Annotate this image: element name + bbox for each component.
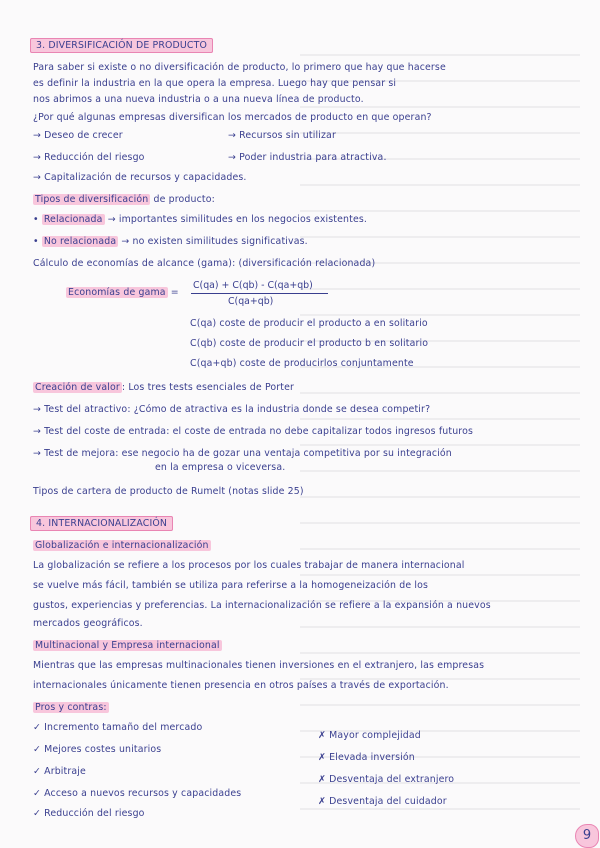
reason-item: → Reducción del riesgo (33, 152, 145, 163)
question-line: ¿Por qué algunas empresas diversifican los mercados de producto en que operan? (33, 112, 432, 123)
globalization-heading: Globalización e internacionalización (35, 540, 209, 551)
section-4-title: 4. INTERNACIONALIZACIÓN (30, 516, 173, 531)
formula-numerator: C(qa) + C(qb) - C(qa+qb) (193, 280, 313, 291)
reason-item: → Capitalización de recursos y capacidades. (33, 172, 247, 183)
test-item: → Test del coste de entrada: el coste de entrada no debe capitalizar todos ingresos futuros (33, 426, 474, 437)
formula-fraction-bar (191, 293, 328, 294)
page-number: 9 (575, 824, 599, 848)
paragraph-line: es definir la industria en la que opera la empresa. Luego hay que pensar si (33, 78, 397, 89)
pro-item: ✓ Acceso a nuevos recursos y capacidades (33, 788, 242, 799)
paragraph-line: Para saber si existe o no diversificación de producto, lo primero que hay que hacerse (33, 62, 446, 73)
reason-item: → Poder industria para atractiva. (228, 152, 387, 163)
test-item: → Test de mejora: ese negocio ha de gozar una ventaja competitiva por su integración (33, 448, 452, 459)
definition-line: C(qb) coste de producir el producto b en solitario (190, 338, 429, 349)
paragraph-line: Mientras que las empresas multinacionales tienen inversiones en el extranjero, las empresas (33, 660, 485, 671)
pros-cons-heading: Pros y contras: (35, 702, 107, 713)
type-related: • Relacionada → importantes similitudes en los negocios existentes. (33, 214, 368, 225)
value-heading: Creación de valor : Los tres tests esenciales de Porter (35, 382, 295, 393)
types-highlight: Tipos de diversificación (35, 194, 149, 205)
formula-denominator: C(qa+qb) (228, 296, 274, 307)
pro-item: ✓ Arbitraje (33, 766, 86, 777)
definition-line: C(qa) coste de producir el producto a en solitario (190, 318, 428, 329)
pro-item: ✓ Incremento tamaño del mercado (33, 722, 203, 733)
paragraph-line: La globalización se refiere a los procesos por los cuales trabajar de manera internacional (33, 560, 465, 571)
types-heading: Tipos de diversificación de producto: (35, 194, 215, 205)
reason-item: → Recursos sin utilizar (228, 130, 336, 141)
paragraph-line: internacionales únicamente tienen presencia en otros países a través de exportación. (33, 680, 449, 691)
con-item: ✗ Desventaja del cuidador (318, 796, 447, 807)
section-3-title: 3. DIVERSIFICACIÓN DE PRODUCTO (30, 38, 213, 53)
con-item: ✗ Mayor complejidad (318, 730, 421, 741)
multinational-heading: Multinacional y Empresa internacional (35, 640, 220, 651)
reason-item: → Deseo de crecer (33, 130, 123, 141)
definition-line: C(qa+qb) coste de producirlos conjuntamente (190, 358, 414, 369)
type-unrelated: • No relacionada → no existen similitudes significativas. (33, 236, 308, 247)
paragraph-line: se vuelve más fácil, también se utiliza para referirse a la homogeneización de los (33, 580, 429, 591)
con-item: ✗ Elevada inversión (318, 752, 415, 763)
notes-page: 3. DIVERSIFICACIÓN DE PRODUCTO Para saber si existe o no diversificación de producto, lo primero que hay que hacerse es definir la industria en la que opera la empresa. Luego hay que pensar si nos abrimos a una nueva industria o a una nueva línea de producto. ¿Por qué algunas empresas diversifican los mercados de producto en que operan? → Deseo de crecer → Recursos sin utilizar → Reducción del riesgo → Poder industria para atractiva. → Capitalización de recursos y capacidades. Tipos de diversificación de producto: • Relacionada → importantes similitudes en los negocios existentes. • No relacionada → no existen similitudes significativas. Cálculo de economías de alcance (gama): (diversificación relacionada) Economías de gama = C(qa) + C(qb) - C(qa+qb) C(qa+qb) C(qa) coste de producir el producto a en solitario C(qb) coste de producir el producto b en solitario C(qa+qb) coste de producirlos conjuntamente Creación de valor : Los tres tests esenciales de Porter → Test del atractivo: ¿Cómo de atractiva es la industria donde se desea competir? → Test del coste de entrada: el coste de entrada no debe capitalizar todos ingresos futuros → Test de mejora: ese negocio ha de gozar una ventaja competitiva por su integración en la empresa o viceversa. Tipos de cartera de producto de Rumelt (notas slide 25) 4. INTERNACIONALIZACIÓN Globalización e internacionalización La globalización se refiere a los procesos por los cuales trabajar de manera internacional se vuelve más fácil, también se utiliza para referirse a la homogeneización de los gustos, experiencias y preferencias. La internacionalización se refiere a la expansión a nuevos mercados geográficos. Multinacional y Empresa internacional Mientras que las empresas multinacionales tienen inversiones en el extranjero, las empresas internacionales únicamente tienen presencia en otros países a través de exportación. Pros y contras: ✓ Incremento tamaño del mercado ✓ Mejores costes unitarios ✓ Arbitraje ✓ Acceso a nuevos recursos y capacidades ✓ Reducción del riesgo ✗ Mayor complejidad ✗ Elevada inversión ✗ Desventaja del extranjero ✗ Desventaja del cuidador 9 (0, 0, 600, 848)
value-highlight: Creación de valor (35, 382, 120, 393)
economies-label: Economías de gama (68, 287, 166, 298)
pro-item: ✓ Mejores costes unitarios (33, 744, 162, 755)
paragraph-line: nos abrimos a una nueva industria o a una nueva línea de producto. (33, 94, 364, 105)
related-highlight: Relacionada (43, 214, 103, 225)
paragraph-line: mercados geográficos. (33, 618, 143, 629)
paragraph-line: gustos, experiencias y preferencias. La internacionalización se refiere a la expansión a nuevos (33, 600, 491, 611)
test-item: → Test del atractivo: ¿Cómo de atractiva es la industria donde se desea competir? (33, 404, 431, 415)
rumelt-line: Tipos de cartera de producto de Rumelt (notas slide 25) (33, 486, 304, 497)
pro-item: ✓ Reducción del riesgo (33, 808, 145, 819)
unrelated-highlight: No relacionada (43, 236, 117, 247)
calc-line: Cálculo de economías de alcance (gama): (diversificación relacionada) (33, 258, 376, 269)
con-item: ✗ Desventaja del extranjero (318, 774, 455, 785)
test-item-continued: en la empresa o viceversa. (155, 462, 286, 473)
bleed-through-text (300, 30, 580, 820)
